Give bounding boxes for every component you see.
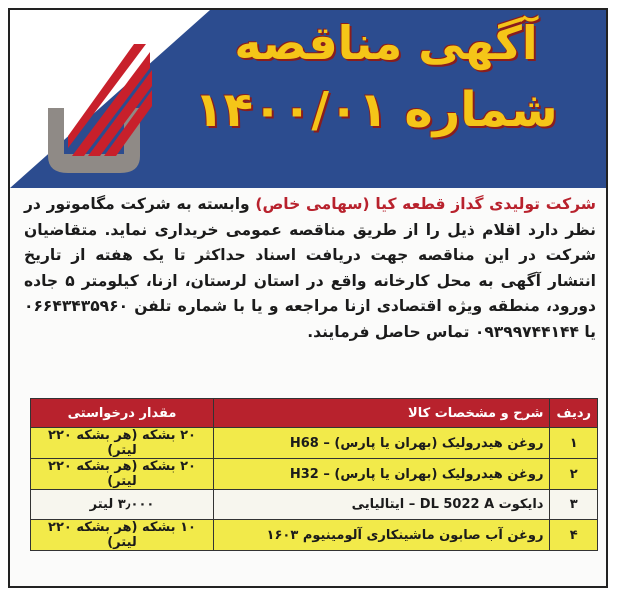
header-row-number: ردیف (550, 399, 598, 428)
row-quantity: ۳٫۰۰۰ لیتر (31, 490, 214, 520)
row-quantity: ۲۰ بشکه (هر بشکه ۲۲۰ لیتر) (31, 428, 214, 459)
announcement-body (24, 192, 596, 345)
row-description: روغن آب صابون ماشینکاری آلومینیوم ۱۶۰۳ (214, 520, 550, 551)
tender-number: شماره ۱۴۰۰/۰۱ (194, 82, 558, 138)
row-number: ۴ (550, 520, 598, 551)
row-number: ۱ (550, 428, 598, 459)
company-logo-icon (28, 38, 158, 178)
table-row (31, 459, 598, 490)
row-quantity: ۲۰ بشکه (هر بشکه ۲۲۰ لیتر) (31, 459, 214, 490)
header-description: شرح و مشخصات کالا (214, 399, 550, 428)
table-row (31, 428, 598, 459)
row-quantity: ۱۰ بشکه (هر بشکه ۲۲۰ لیتر) (31, 520, 214, 551)
table-row (31, 490, 598, 520)
row-description: دایکوت DL 5022 A – ایتالیایی (214, 490, 550, 520)
items-table (30, 398, 598, 551)
page-title: آگهی مناقصه (234, 16, 538, 70)
row-description: روغن هیدرولیک (بهران یا پارس) – H32 (214, 459, 550, 490)
table-header-row (31, 399, 598, 428)
announcement-text: وابسته به شرکت مگاموتور در نظر دارد اقلام ذیل را از طریق مناقصه عمومی خریداری نماید. متقاضیان شرکت در این مناقصه جهت دریافت اسناد حداکثر تا یک هفته از تاریخ انتشار آگهی به محل کارخانه واقع در استان لرستان، ازنا، کیلومتر ۵ جاده دورود، منطقه ویژه اقتصادی ازنا مراجعه و یا با شماره تلفن ۰۶۶۴۳۴۳۵۹۶۰ یا ۰۹۳۹۹۷۴۴۱۴۴ تماس حاصل فرمایند. (24, 195, 596, 341)
header-quantity: مقدار درخواستی (31, 399, 214, 428)
header-banner (10, 10, 606, 188)
ad-frame (8, 8, 608, 588)
row-number: ۲ (550, 459, 598, 490)
company-name: شرکت تولیدی گداز قطعه کیا (سهامی خاص) (255, 195, 597, 213)
row-description: روغن هیدرولیک (بهران یا پارس) – H68 (214, 428, 550, 459)
table-row (31, 520, 598, 551)
row-number: ۳ (550, 490, 598, 520)
